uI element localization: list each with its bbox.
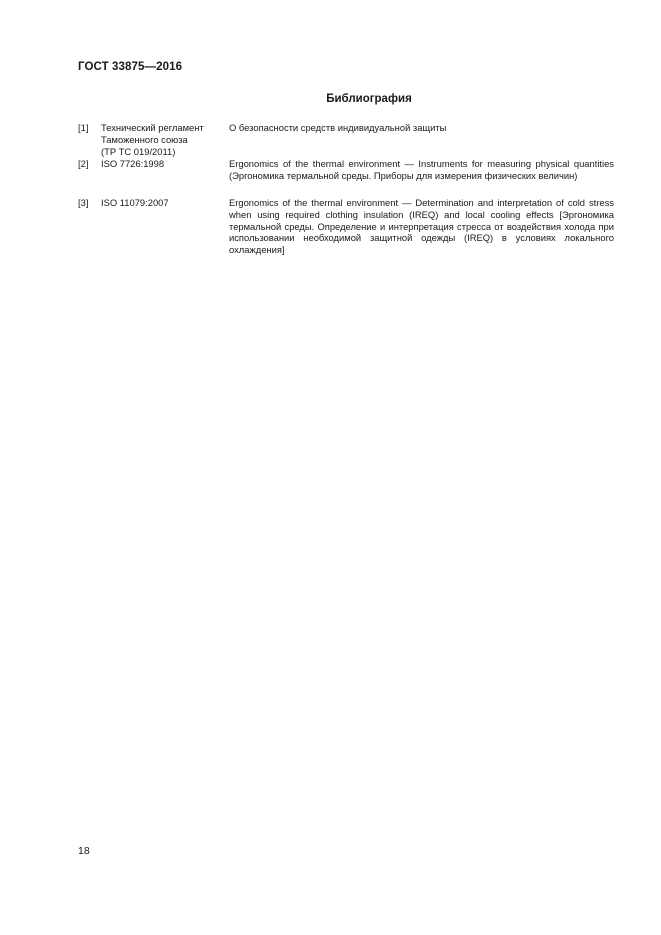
entry-text: Ergonomics of the thermal environment — Determination and interpretation of cold stress when using required clothing insulation (IREQ) and local cooling effects [Эргономика термальной среды. Определение и интерпретация стресса от воздействия холода при использовании необходимой защитной одежды (IREQ) в условиях локального охлаждения]	[229, 197, 614, 256]
entry-text: О безопасности средств индивидуальной защиты	[229, 122, 447, 133]
entry-number: [2]	[78, 158, 89, 169]
bibliography-entry	[78, 122, 614, 158]
bibliography-entry	[78, 158, 614, 197]
document-header: ГОСТ 33875—2016	[78, 61, 183, 73]
entry-source	[101, 158, 221, 170]
entry-number: [1]	[78, 122, 89, 133]
entry-source-line: ISO 11079:2007	[101, 197, 169, 208]
entry-text: Ergonomics of the thermal environment — Instruments for measuring physical quantities (Эргономика термальной среды. Приборы для измерения физических величин)	[229, 158, 614, 181]
bibliography-entry	[78, 197, 614, 256]
section-title: Библиография	[326, 93, 412, 105]
entry-source-line: Таможенного союза	[101, 133, 188, 145]
entry-source	[101, 122, 221, 157]
entry-source-line: Технический регламент	[101, 122, 204, 133]
entry-number: [3]	[78, 197, 89, 208]
bibliography-list	[78, 122, 614, 256]
entry-source-line: (ТР ТС 019/2011)	[101, 145, 176, 157]
entry-source-line: ISO 7726:1998	[101, 158, 165, 169]
entry-source	[101, 197, 221, 209]
page-number: 18	[78, 845, 90, 857]
